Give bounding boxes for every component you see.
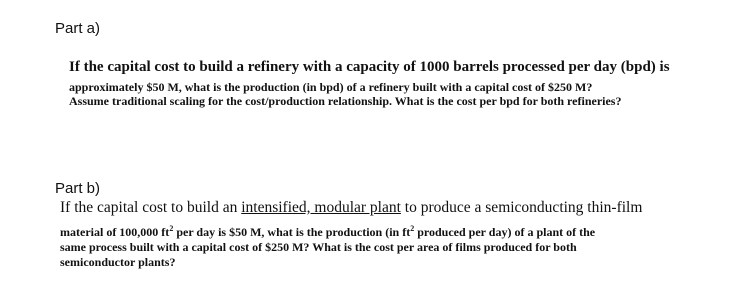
part-b-line-2-mid: per day is $50 M, what is the production (in ft: [173, 225, 411, 239]
part-b-line-2-post: produced per day) of a plant of the: [414, 225, 596, 239]
part-b-line-2-pre: material of 100,000 ft: [60, 225, 170, 239]
part-a-line-1: If the capital cost to build a refinery with a capacity of 1000 barrels processed per day (bpd) is: [69, 59, 670, 75]
part-b-line-4: semiconductor plants?: [60, 255, 176, 269]
part-a-heading: Part a): [55, 20, 101, 37]
intensified-modular-plant-text: intensified, modular plant: [241, 199, 401, 216]
squared-superscript: 2: [410, 224, 415, 233]
part-a-line-3: Assume traditional scaling for the cost/production relationship. What is the cost per bpd for both refineries?: [69, 94, 622, 108]
part-b-line-3: same process built with a capital cost of $250 M? What is the cost per area of films produced for both: [60, 240, 577, 254]
part-b-heading: Part b): [55, 180, 101, 197]
part-b-line-1-pre: If the capital cost to build an: [60, 199, 242, 216]
squared-superscript: 2: [169, 224, 174, 233]
part-b-line-1: [60, 199, 642, 217]
part-b-line-1-post: to produce a semiconducting thin-film: [400, 199, 643, 216]
part-a-line-2: approximately $50 M, what is the production (in bpd) of a refinery built with a capital cost of $250 M?: [69, 80, 593, 94]
part-b-line-2: [60, 225, 595, 240]
